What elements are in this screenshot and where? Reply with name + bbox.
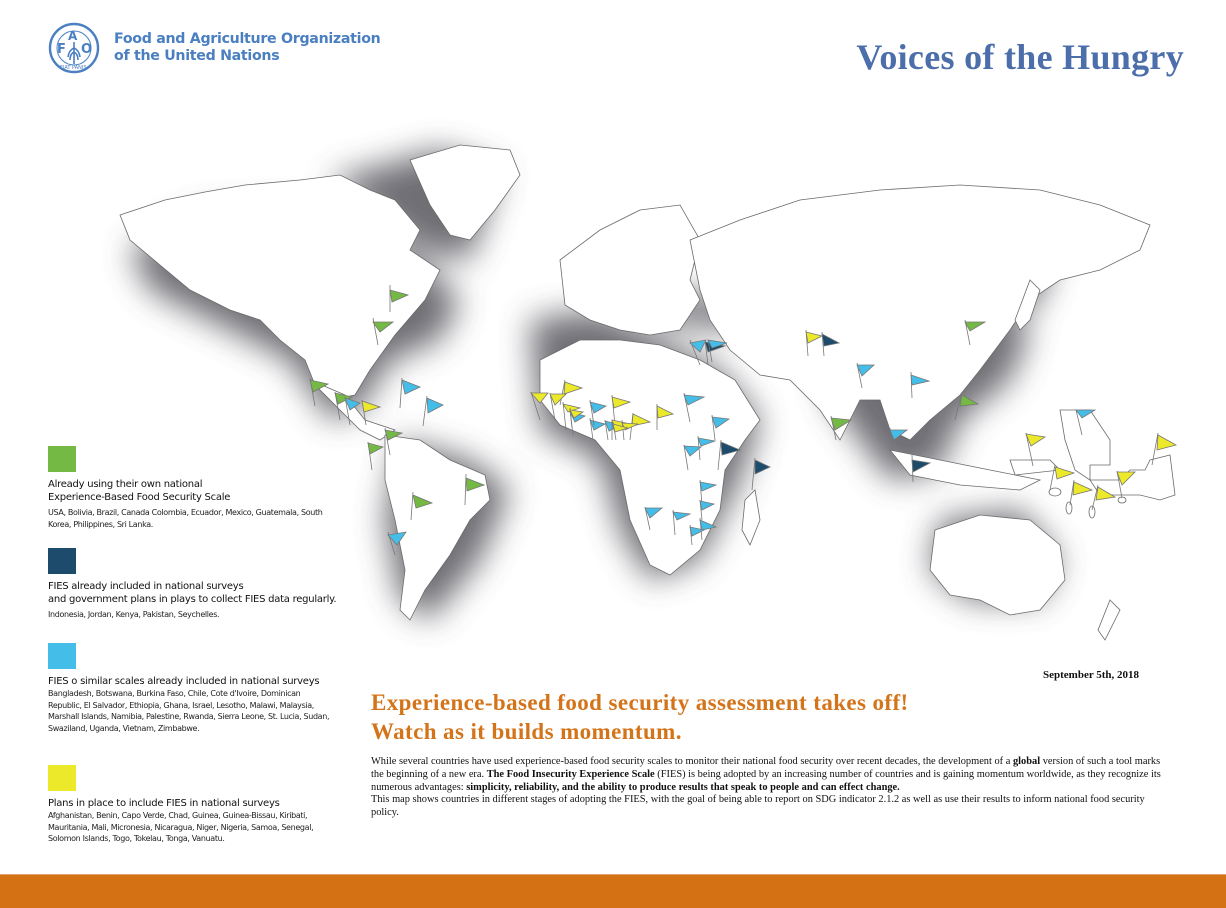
- legend-countries: USA, Bolivia, Brazil, Canada Colombia, Ecuador, Mexico, Guatemala, South Korea, Philippines, Sri Lanka.: [48, 508, 323, 529]
- legend-countries: Indonesia, Jordan, Kenya, Pakistan, Seychelles.: [48, 610, 220, 619]
- legend-title: FIES already included in national surveys and government plans in plays to collect FIES data regularly.: [48, 581, 337, 605]
- fao-logo: [46, 22, 380, 74]
- asia: [690, 185, 1150, 440]
- flag-lightblue-dominican-rep: [400, 378, 420, 408]
- legend-item-light-blue: [48, 643, 368, 734]
- svg-text:FIAT PANIS: FIAT PANIS: [60, 65, 87, 71]
- flag-yellow-kiribati: [1152, 433, 1176, 465]
- legend-swatch-light-blue: [48, 643, 76, 669]
- fao-emblem-icon: [46, 22, 106, 74]
- legend-swatch-green: [48, 446, 76, 472]
- footer-bar: [0, 874, 1226, 908]
- australia: [930, 515, 1065, 615]
- org-name-line1: Food and Agriculture Organization: [114, 31, 381, 47]
- flag-yellow-tokelau: [1117, 471, 1135, 498]
- legend-title: Plans in place to include FIES in national surveys: [48, 798, 280, 809]
- body-paragraph-2: This map shows countries in different stages of adopting the FIES, with the goal of being able to report on SDG indicator 2.1.2 as well as use their results to inform national food security policy.: [371, 794, 1145, 819]
- headline: [371, 688, 909, 746]
- legend-countries: Afghanistan, Benin, Capo Verde, Chad, Guinea, Guinea-Bissau, Kiribati, Mauritania, Mali, Micronesia, Nicaragua, Niger, Nigeria, Samoa, Senegal, Solomon Islands, Togo, Tokelau, Tonga, Vanuatu.: [48, 811, 314, 844]
- legend-countries: Bangladesh, Botswana, Burkina Faso, Chile, Cote d'Ivoire, Dominican Republic, El Salvador, Ethiopia, Ghana, Israel, Lesotho, Malawi, Malaysia, Marshall Islands, Namibia, Palestine, Rwanda, Sierra Leone, St. Lucia, Sudan, Swaziland, Uganda, Vietnam, Zimbabwe.: [48, 689, 330, 733]
- legend-swatch-yellow: [48, 765, 76, 791]
- svg-text:F: F: [57, 42, 66, 57]
- body-text: [371, 756, 1171, 820]
- headline-line1: Experience-based food security assessment takes off!: [371, 690, 909, 715]
- page-title: Voices of the Hungry: [856, 37, 1184, 77]
- svg-text:A: A: [68, 29, 78, 43]
- svg-text:O: O: [81, 42, 93, 57]
- legend-item-yellow: [48, 765, 368, 845]
- body-paragraph-1: While several countries have used experience-based food security scales to monitor their national food security over recent decades, the development of a global version of such a tool marks the beginning of a new era. The Food Insecurity Experience Scale (FIES) is being adopted by an increasing number of countries and is gaining momentum worldwide, as they recognize its numerous advantages: simplicity, reliability, and the ability to produce results that speak to people and can effect change.: [371, 756, 1161, 793]
- legend-item-dark-blue: [48, 548, 368, 621]
- legend-swatch-dark-blue: [48, 548, 76, 574]
- legend-item-green: [48, 446, 368, 530]
- org-name: [114, 31, 380, 65]
- flag-yellow-solomon-islands: [1050, 465, 1074, 490]
- headline-line2: Watch as it builds momentum.: [371, 719, 682, 744]
- new-zealand: [1098, 600, 1120, 640]
- flag-yellow-micronesia: [1026, 433, 1045, 466]
- legend-title: Already using their own national Experience-Based Food Security Scale: [48, 479, 231, 503]
- flag-yellow-vanuatu: [1070, 480, 1092, 505]
- madagascar: [742, 490, 760, 545]
- pacific-outline-1: [1010, 460, 1060, 475]
- flag-lightblue-st-lucia: [423, 396, 443, 426]
- africa: [540, 340, 760, 575]
- flag-darkblue-seychelles: [752, 458, 770, 490]
- org-name-line2: of the United Nations: [114, 48, 280, 64]
- flag-green-ecuador: [368, 442, 383, 470]
- map-date: September 5th, 2018: [1043, 669, 1140, 681]
- legend-title: FIES o similar scales already included in national surveys: [48, 676, 320, 687]
